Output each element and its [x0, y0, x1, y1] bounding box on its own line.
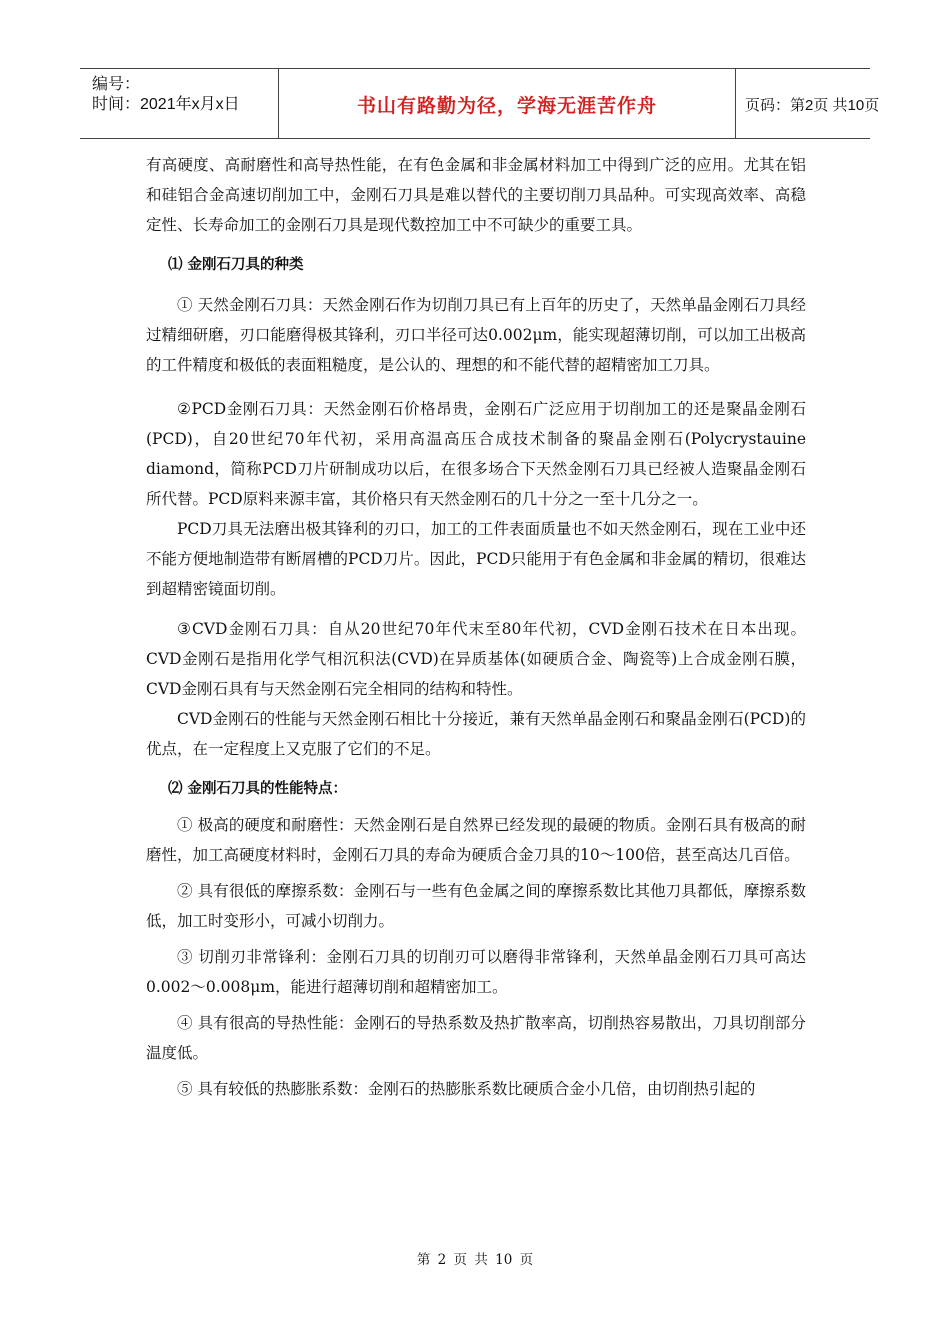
date-label: 时间：2021年x月x日 [92, 96, 240, 113]
intro-paragraph: 有高硬度、高耐磨性和高导热性能，在有色金属和非金属材料加工中得到广泛的应用。尤其在铝和硅铝合金高速切削加工中，金刚石刀具是难以替代的主要切削刀具品种。可实现高效率、高稳定性、长寿命加工的金刚石刀具是现代数控加工中不可缺少的重要工具。 [146, 156, 806, 234]
header-left-cell [80, 69, 278, 138]
page-header [80, 68, 880, 139]
section2-paragraph-3: ③ 切削刃非常锋利：金刚石刀具的切削刃可以磨得非常锋利，天然单晶金刚石刀具可高达0.002～0.008μm，能进行超薄切削和超精密加工。 [146, 948, 806, 996]
section1-paragraph-2: ②PCD金刚石刀具：天然金刚石价格昂贵，金刚石广泛应用于切削加工的还是聚晶金刚石(PCD)，自20世纪70年代初，采用高温高压合成技术制备的聚晶金刚石(Polycrystauine diamond，简称PCD刀片研制成功以后，在很多场合下天然金刚石刀具已经被人造聚晶金刚石所代替。PCD原料来源丰富，其价格只有天然金刚石的几十分之一至十几分之一。 [146, 400, 806, 508]
section1-paragraph-5: CVD金刚石的性能与天然金刚石相比十分接近，兼有天然单晶金刚石和聚晶金刚石(PCD)的优点，在一定程度上又克服了它们的不足。 [146, 710, 806, 758]
section2-title: ⑵ 金刚石刀具的性能特点： [168, 781, 348, 797]
section1-paragraph-3: PCD刀具无法磨出极其锋利的刃口，加工的工件表面质量也不如天然金刚石，现在工业中还不能方便地制造带有断屑槽的PCD刀片。因此，PCD只能用于有色金属和非金属的精切，很难达到超精密镜面切削。 [146, 520, 806, 598]
page-footer: 第 2 页 共 10 页 [416, 1252, 534, 1268]
document-body [146, 150, 806, 1104]
section1-title: ⑴ 金刚石刀具的种类 [168, 257, 304, 273]
section2-paragraph-1: ① 极高的硬度和耐磨性：天然金刚石是自然界已经发现的最硬的物质。金刚石具有极高的耐磨性，加工高硬度材料时，金刚石刀具的寿命为硬质合金刀具的10～100倍，甚至高达几百倍。 [146, 816, 806, 864]
section1-paragraph-4: ③CVD金刚石刀具：自从20世纪70年代末至80年代初，CVD金刚石技术在日本出现。 CVD金刚石是指用化学气相沉积法(CVD)在异质基体(如硬质合金、陶瓷等)上合成金刚石膜，CVD金刚石具有与天然金刚石完全相同的结构和特性。 [146, 620, 806, 698]
section2-paragraph-4: ④ 具有很高的导热性能：金刚石的导热系数及热扩散率高，切削热容易散出，刀具切削部分温度低。 [146, 1014, 806, 1062]
section1-paragraph-1: ① 天然金刚石刀具：天然金刚石作为切削刀具已有上百年的历史了，天然单晶金刚石刀具经过精细研磨，刃口能磨得极其锋利，刃口半径可达0.002μm，能实现超薄切削，可以加工出极高的工件精度和极低的表面粗糙度，是公认的、理想的和不能代替的超精密加工刀具。 [146, 296, 806, 374]
motto-text: 书山有路勤为径，学海无涯苦作舟 [356, 95, 657, 117]
header-right-cell [735, 69, 880, 138]
page-label: 页码：第2页 共10页 [745, 97, 880, 114]
header-motto-cell [278, 69, 736, 138]
section2-paragraph-2: ② 具有很低的摩擦系数：金刚石与一些有色金属之间的摩擦系数比其他刀具都低，摩擦系数低，加工时变形小，可减小切削力。 [146, 882, 806, 930]
section2-paragraph-5: ⑤ 具有较低的热膨胀系数：金刚石的热膨胀系数比硬质合金小几倍，由切削热引起的 [177, 1080, 756, 1098]
code-label: 编号： [92, 76, 141, 93]
